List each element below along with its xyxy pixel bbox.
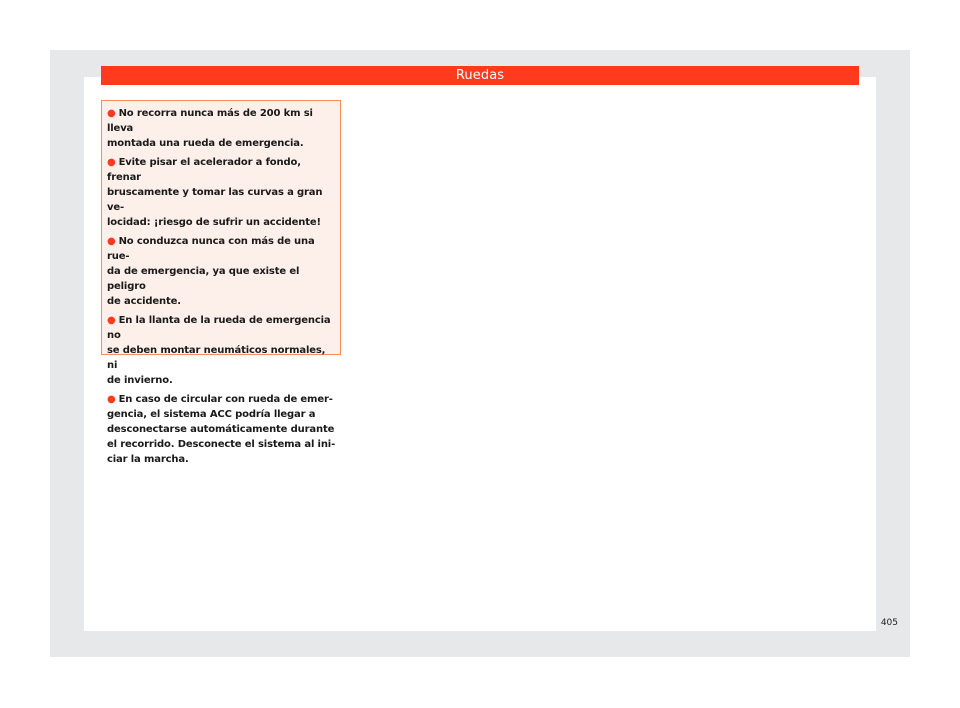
warning-line: ciar la marcha. — [107, 454, 189, 466]
bullet-icon: ● — [107, 314, 116, 326]
warning-line: se deben montar neumáticos normales, ni — [107, 345, 326, 372]
bullet-icon: ● — [107, 235, 116, 247]
warning-line: da de emergencia, ya que existe el peligro — [107, 266, 300, 293]
warning-line: gencia, el sistema ACC podría llegar a — [107, 408, 316, 420]
warning-line: desconectarse automáticamente durante — [107, 424, 335, 436]
warning-item — [107, 106, 336, 152]
warning-box — [101, 100, 341, 466]
warning-line: el recorrido. Desconecte el sistema al ini- — [107, 439, 336, 451]
warning-item — [107, 392, 336, 468]
warning-line: bruscamente y tomar las curvas a gran ve- — [107, 187, 323, 214]
warning-item — [107, 155, 336, 231]
warning-line: montada una rueda de emergencia. — [107, 138, 304, 150]
warning-line: Evite pisar el acelerador a fondo, frenar — [107, 156, 301, 183]
bullet-icon: ● — [107, 156, 116, 168]
warning-line: de invierno. — [107, 375, 173, 387]
section-title: Ruedas — [455, 68, 505, 83]
bullet-icon: ● — [107, 108, 116, 119]
warning-item — [107, 234, 336, 310]
section-header — [101, 66, 859, 85]
warning-line: En caso de circular con rueda de emer- — [118, 393, 333, 405]
bullet-icon: ● — [107, 393, 116, 405]
page-number: 405 — [880, 618, 898, 628]
warning-line: de accidente. — [107, 296, 181, 308]
warning-item — [107, 313, 336, 389]
warning-line: No conduzca nunca con más de una rue- — [107, 235, 315, 262]
warning-list — [107, 106, 336, 468]
warning-line: No recorra nunca más de 200 km si lleva — [107, 108, 313, 135]
warning-line: En la llanta de la rueda de emergencia no — [107, 314, 331, 341]
warning-line: locidad: ¡riesgo de sufrir un accidente! — [107, 217, 321, 229]
